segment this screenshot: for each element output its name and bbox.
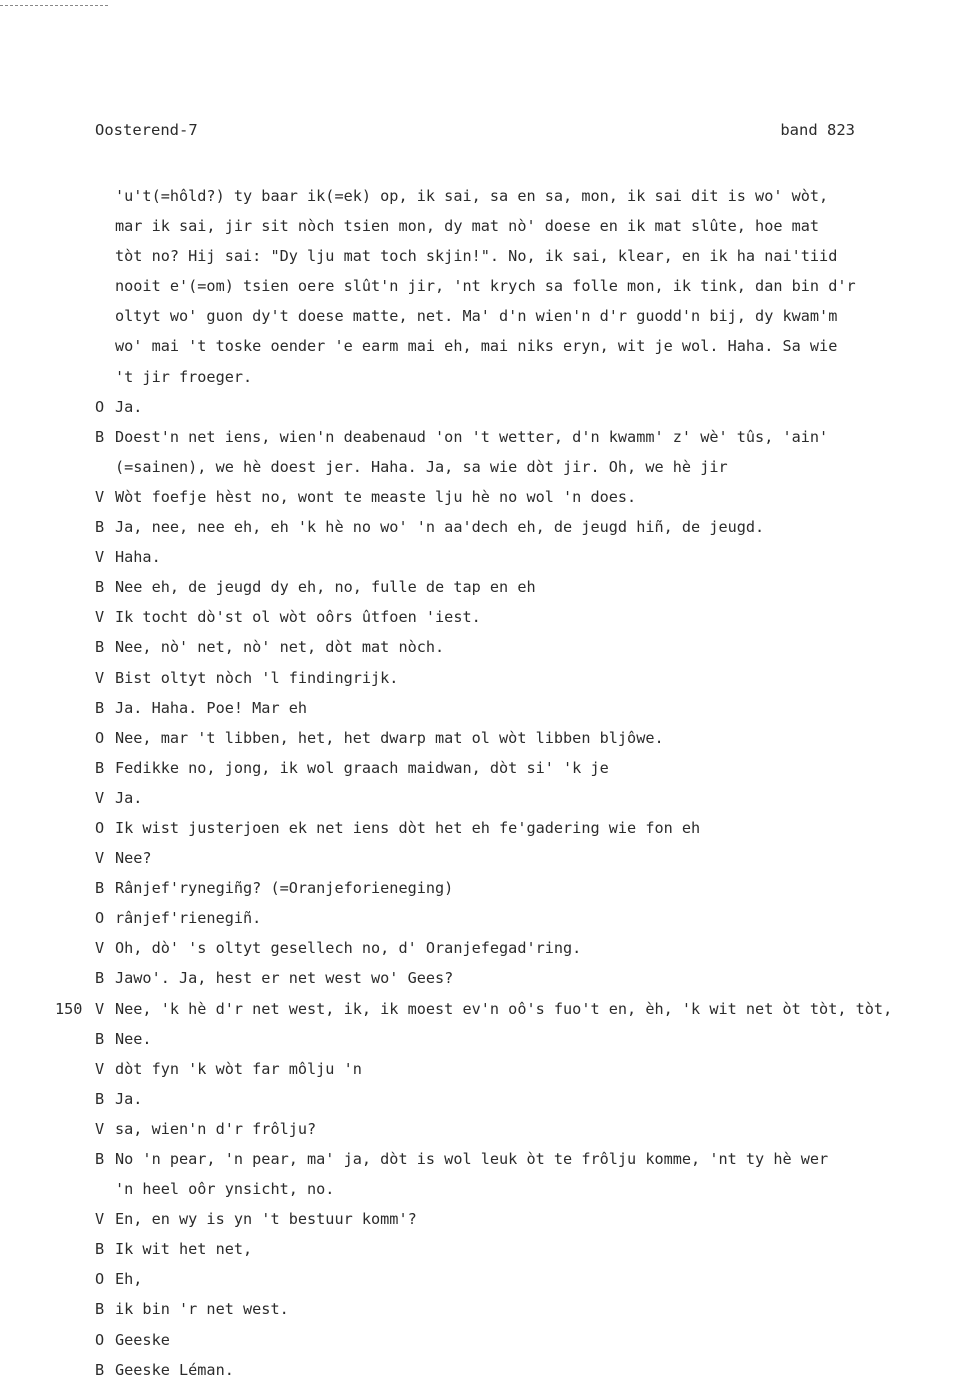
speaker-label: O bbox=[95, 909, 105, 928]
speaker-label: O bbox=[95, 397, 105, 416]
transcript-body bbox=[55, 181, 965, 1385]
speaker-label: B bbox=[95, 518, 105, 537]
transcript-line bbox=[95, 783, 965, 813]
transcript-line bbox=[95, 903, 965, 933]
transcript-line bbox=[95, 723, 965, 753]
utterance-text: Ik wit het net, bbox=[115, 1240, 253, 1259]
transcript-line bbox=[95, 452, 965, 482]
transcript-line bbox=[95, 1204, 965, 1234]
transcript-line bbox=[95, 1174, 965, 1204]
utterance-text: En, en wy is yn 't bestuur komm'? bbox=[115, 1210, 417, 1229]
utterance-text: Geeske bbox=[115, 1330, 170, 1349]
utterance-text: Ik tocht dò'st ol wòt oôrs ûtfoen 'iest. bbox=[115, 608, 481, 627]
transcript-line bbox=[95, 572, 965, 602]
utterance-text: Nee, mar 't libben, het, het dwarp mat ol wòt libben bljôwe. bbox=[115, 728, 664, 747]
utterance-text: tòt no? Hij sai: "Dy lju mat toch skjin!". No, ik sai, klear, en ik ha nai'tiid bbox=[115, 247, 838, 266]
transcript-line bbox=[95, 963, 965, 993]
utterance-text: nooit e'(=om) tsien oere slût'n jir, 'nt krych sa folle mon, ik tink, dan bin d'r bbox=[115, 277, 856, 296]
utterance-text: Haha. bbox=[115, 548, 161, 567]
transcript-line bbox=[95, 1144, 965, 1174]
speaker-label: B bbox=[95, 1029, 105, 1048]
transcript-line bbox=[95, 362, 965, 392]
transcript-line bbox=[95, 1054, 965, 1084]
transcript-line bbox=[95, 331, 965, 361]
utterance-text: Wòt foefje hèst no, wont te measte lju hè no wol 'n does. bbox=[115, 487, 637, 506]
utterance-text: Nee? bbox=[115, 849, 152, 868]
speaker-label: B bbox=[95, 1089, 105, 1108]
transcript-line bbox=[95, 512, 965, 542]
transcript-line bbox=[95, 693, 965, 723]
transcript-line bbox=[95, 1084, 965, 1114]
transcript-line bbox=[95, 753, 965, 783]
transcript-line bbox=[95, 813, 965, 843]
speaker-label: O bbox=[95, 1330, 105, 1349]
utterance-text: Ja, nee, nee eh, eh 'k hè no wo' 'n aa'dech eh, de jeugd hiñ, de jeugd. bbox=[115, 518, 765, 537]
transcript-line bbox=[95, 392, 965, 422]
utterance-text: Ik wist justerjoen ek net iens dòt het eh fe'gadering wie fon eh bbox=[115, 818, 701, 837]
transcript-line bbox=[95, 271, 965, 301]
utterance-text: Nee. bbox=[115, 1029, 152, 1048]
transcript-line bbox=[95, 482, 965, 512]
utterance-text: (=sainen), we hè doest jer. Haha. Ja, sa wie dòt jir. Oh, we hè jir bbox=[115, 457, 728, 476]
speaker-label: V bbox=[95, 668, 105, 687]
utterance-text: Nee, 'k hè d'r net west, ik, ik moest ev'n oô's fuo't en, èh, 'k wit net òt tòt, tòt, bbox=[115, 999, 893, 1018]
speaker-label: B bbox=[95, 427, 105, 446]
utterance-text: No 'n pear, 'n pear, ma' ja, dòt is wol leuk òt te frôlju komme, 'nt ty hè wer bbox=[115, 1150, 829, 1168]
transcript-line bbox=[55, 994, 965, 1024]
transcript-line bbox=[95, 843, 965, 873]
transcript-line bbox=[95, 542, 965, 572]
transcript-line bbox=[95, 873, 965, 903]
speaker-label: B bbox=[95, 879, 105, 898]
utterance-text: dòt fyn 'k wòt far môlju 'n bbox=[115, 1059, 362, 1078]
speaker-label: O bbox=[95, 728, 105, 747]
utterance-text: Fedikke no, jong, ik wol graach maidwan, dòt si' 'k je bbox=[115, 758, 609, 777]
transcript-line bbox=[95, 933, 965, 963]
speaker-label: O bbox=[95, 818, 105, 837]
speaker-label: B bbox=[95, 758, 105, 777]
transcript-line bbox=[95, 1264, 965, 1294]
utterance-text: Jawo'. Ja, hest er net west wo' Gees? bbox=[115, 969, 454, 988]
utterance-text: Rânjef'rynegiñg? (=Oranjeforieneging) bbox=[115, 879, 454, 898]
speaker-label: B bbox=[95, 1240, 105, 1259]
utterance-text: Ja. bbox=[115, 397, 143, 416]
utterance-text: Nee, nò' net, nò' net, dòt mat nòch. bbox=[115, 638, 445, 657]
speaker-label: O bbox=[95, 1270, 105, 1289]
speaker-label: V bbox=[95, 548, 105, 567]
speaker-label: V bbox=[95, 1119, 105, 1138]
utterance-text: Bist oltyt nòch 'l findingrijk. bbox=[115, 668, 399, 687]
utterance-text: sa, wien'n d'r frôlju? bbox=[115, 1119, 317, 1138]
utterance-text: ik bin 'r net west. bbox=[115, 1300, 289, 1319]
transcript-line bbox=[95, 181, 965, 211]
utterance-text: 'n heel oôr ynsicht, no. bbox=[115, 1180, 335, 1199]
utterance-text: Ja. Haha. Poe! Mar eh bbox=[115, 698, 308, 717]
transcript-line bbox=[95, 1234, 965, 1264]
speaker-label: B bbox=[95, 698, 105, 717]
scan-edge-mark bbox=[0, 5, 108, 8]
speaker-label: B bbox=[95, 969, 105, 988]
utterance-text: Ja. bbox=[115, 788, 143, 807]
utterance-text: rânjef'rienegiñ. bbox=[115, 909, 262, 928]
utterance-text: mar ik sai, jir sit nòch tsien mon, dy mat nò' doese en ik mat slûte, hoe mat bbox=[115, 217, 820, 236]
transcript-line bbox=[95, 1114, 965, 1144]
utterance-text: Oh, dò' 's oltyt gesellech no, d' Oranjefegad'ring. bbox=[115, 939, 582, 958]
line-number: 150 bbox=[55, 999, 83, 1018]
speaker-label: B bbox=[95, 1360, 105, 1379]
utterance-text: wo' mai 't toske oender 'e earm mai eh, mai niks eryn, wit je wol. Haha. Sa wie bbox=[115, 337, 838, 356]
utterance-text: Geeske Léman. bbox=[115, 1360, 234, 1379]
speaker-label: V bbox=[95, 849, 105, 868]
transcript-line bbox=[95, 1325, 965, 1355]
transcript-line bbox=[95, 1024, 965, 1054]
utterance-text: Nee eh, de jeugd dy eh, no, fulle de tap en eh bbox=[115, 578, 536, 597]
utterance-text: oltyt wo' guon dy't doese matte, net. Ma' d'n wien'n d'r guodd'n bij, dy kwam'm bbox=[115, 307, 838, 326]
utterance-text: 't jir froeger. bbox=[115, 367, 253, 386]
speaker-label: V bbox=[95, 939, 105, 958]
transcript-line bbox=[95, 211, 965, 241]
speaker-label: B bbox=[95, 578, 105, 597]
band-number: band 823 bbox=[780, 121, 855, 139]
utterance-text: Eh, bbox=[115, 1270, 143, 1289]
speaker-label: V bbox=[95, 1059, 105, 1078]
transcript-line bbox=[95, 301, 965, 331]
speaker-label: V bbox=[95, 487, 105, 506]
speaker-label: B bbox=[95, 1150, 105, 1168]
utterance-text: 'u't(=hôld?) ty baar ik(=ek) op, ik sai, sa en sa, mon, ik sai dit is wo' wòt, bbox=[115, 187, 829, 205]
speaker-label: B bbox=[95, 638, 105, 657]
utterance-text: Doest'n net iens, wien'n deabenaud 'on 't wetter, d'n kwamm' z' wè' tûs, 'ain' bbox=[115, 427, 829, 446]
transcript-line bbox=[95, 663, 965, 693]
speaker-label: V bbox=[95, 999, 105, 1018]
transcript-line bbox=[95, 1294, 965, 1324]
transcript-line bbox=[95, 602, 965, 632]
document-title: Oosterend-7 bbox=[95, 121, 198, 139]
transcript-line bbox=[95, 632, 965, 662]
speaker-label: V bbox=[95, 788, 105, 807]
speaker-label: V bbox=[95, 608, 105, 627]
transcript-line bbox=[95, 241, 965, 271]
transcript-line bbox=[95, 422, 965, 452]
speaker-label: B bbox=[95, 1300, 105, 1319]
speaker-label: V bbox=[95, 1210, 105, 1229]
transcript-line bbox=[95, 1355, 965, 1385]
utterance-text: Ja. bbox=[115, 1089, 143, 1108]
